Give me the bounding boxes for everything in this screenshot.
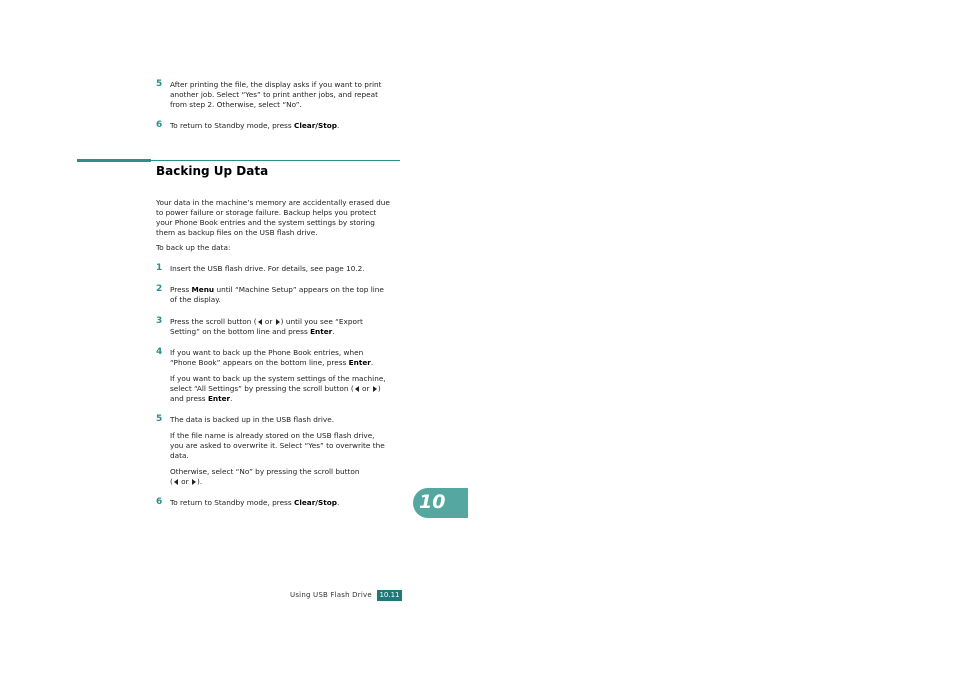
- text-run: .: [370, 358, 374, 367]
- text-run: .: [336, 498, 340, 507]
- section-heading: Backing Up Data: [156, 164, 269, 178]
- text-run: Setting” on the bottom line and press: [170, 327, 311, 336]
- text-line: Otherwise, select “No” by pressing the scroll button: [170, 467, 360, 476]
- step-text: [170, 348, 402, 404]
- bold-run: Enter: [310, 327, 333, 336]
- text-run: and press: [170, 394, 208, 403]
- step-number: 6: [156, 497, 163, 507]
- bold-run: Menu: [191, 285, 215, 294]
- text-line: Your data in the machine’s memory are accidentally erased due: [156, 198, 390, 207]
- text-run: Press: [170, 285, 192, 294]
- text-line: If you want to back up the Phone Book entries, when: [170, 348, 364, 357]
- step-text: Insert the USB flash drive. For details, see page 10.2.: [170, 264, 365, 273]
- text-line: you are asked to overwrite it. Select “Yes” to overwrite the: [170, 441, 385, 450]
- lead-text: To back up the data:: [156, 243, 231, 252]
- text-line: to power failure or storage failure. Backup helps you protect: [156, 208, 377, 217]
- text-line: If you want to back up the system settings of the machine,: [170, 374, 386, 383]
- step-number: 4: [156, 347, 163, 357]
- bold-run: Enter: [207, 394, 231, 403]
- text-run: (: [170, 477, 173, 486]
- bold-run: Clear/Stop: [293, 121, 337, 130]
- footer-label: Using USB Flash Drive: [290, 591, 372, 599]
- right-arrow-icon: [373, 386, 377, 392]
- step-text: [170, 317, 402, 337]
- text-line: data.: [170, 451, 189, 460]
- step-number: 5: [156, 79, 163, 89]
- text-run: “Phone Book” appears on the bottom line, press: [170, 358, 349, 367]
- section-rule-thin: [151, 160, 400, 161]
- chapter-tab: [413, 488, 468, 518]
- bold-run: Enter: [348, 358, 371, 367]
- step-number: 5: [156, 414, 163, 424]
- text-run: .: [332, 327, 335, 336]
- text-line: If the file name is already stored on the USB flash drive,: [170, 431, 375, 440]
- text-line: of the display.: [170, 295, 221, 304]
- step-text: [170, 121, 402, 131]
- text-run: ).: [196, 477, 203, 486]
- text-line: another job. Select “Yes” to print anther jobs, and repeat: [170, 90, 378, 99]
- text-run: ): [377, 384, 381, 393]
- left-arrow-icon: [258, 319, 262, 325]
- text-run: To return to Standby mode, press: [170, 121, 294, 130]
- text-line: After printing the file, the display asks if you want to print: [170, 80, 382, 89]
- text-run: select “All Settings” by pressing the scroll button (: [170, 384, 354, 393]
- step-text: [170, 285, 402, 305]
- text-run: until “Machine Setup” appears on the top line: [214, 285, 384, 294]
- intro-paragraph: [156, 198, 402, 238]
- step-number: 2: [156, 284, 163, 294]
- text-run: ) until you see “Export: [280, 317, 363, 326]
- right-arrow-icon: [192, 479, 196, 485]
- text-run: .: [336, 121, 340, 130]
- step-text: [170, 80, 402, 110]
- text-run: or: [178, 477, 191, 486]
- text-line: them as backup files on the USB flash drive.: [156, 228, 318, 237]
- step-number: 6: [156, 120, 163, 130]
- text-run: To return to Standby mode, press: [170, 498, 294, 507]
- text-line: your Phone Book entries and the system settings by storing: [156, 218, 375, 227]
- bold-run: Clear/Stop: [293, 498, 337, 507]
- chapter-number: 10: [419, 491, 446, 513]
- left-arrow-icon: [174, 479, 178, 485]
- step-number: 1: [156, 263, 163, 273]
- text-run: .: [230, 394, 233, 403]
- step-number: 3: [156, 316, 163, 326]
- step-text: [170, 498, 402, 508]
- text-run: or: [359, 384, 372, 393]
- text-line: The data is backed up in the USB flash drive.: [170, 415, 335, 424]
- text-run: Press the scroll button (: [170, 317, 257, 326]
- left-arrow-icon: [355, 386, 359, 392]
- page-number: 10.11: [377, 590, 402, 601]
- text-run: or: [262, 317, 275, 326]
- text-line: from step 2. Otherwise, select “No”.: [170, 100, 302, 109]
- section-rule-thick: [77, 159, 151, 162]
- right-arrow-icon: [276, 319, 280, 325]
- step-text: [170, 415, 402, 487]
